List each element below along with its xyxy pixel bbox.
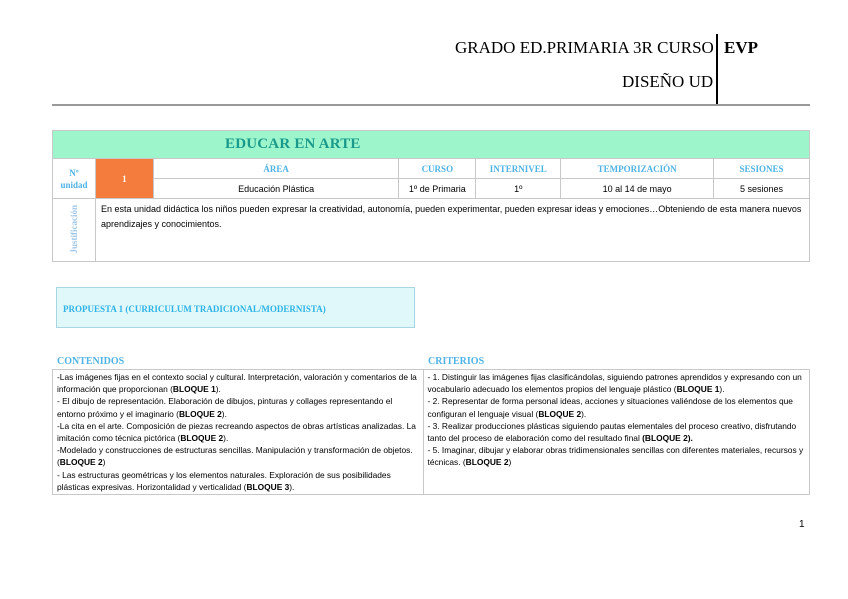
criterio-item: - 3. Realizar producciones plásticas siguiendo pautas elementales del proceso creativo, disfrutando tanto del proceso de elaboración como del resultado final (BLOQUE 2). [427,420,797,444]
justification-text: En esta unidad didáctica los niños pueden expresar la creatividad, autonomía, pueden experimentar, pueden expresar ideas y emociones…Obteniendo de esta manera nuevos aprendizajes y conocimientos. [95,199,809,262]
contenido-item: -Las imágenes fijas en el contexto social y cultural. Interpretación, valoración y comentarios de la información que proporcionan (BLOQUE 1). [57,372,417,395]
propuesta-title: PROPUESTA 1 (CURRICULUM TRADICIONAL/MODERNISTA) [63,304,326,314]
criterios-cell [423,370,810,495]
document-subtitle: DISEÑO UD [622,72,714,91]
value-area: Educación Plástica [153,179,399,199]
unit-number-label [53,159,96,199]
unit-number-label-line2: unidad [60,179,88,190]
contenido-item: - El dibujo de representación. Elaboración de dibujos, pinturas y collages representando el entorno próximo y el imaginario (BLOQUE 2). [57,396,393,419]
justification-label-cell [53,199,96,262]
value-internivel: 1º [476,179,561,199]
contenido-item: -Modelado y construcciones de estructuras sencillas. Manipulación y transformación de objetos. (BLOQUE 2) [57,445,413,468]
contenido-item: - Las estructuras geométricas y los elementos naturales. Exploración de sus posibilidades plásticas expresivas. Horizontalidad y verticalidad (BLOQUE 3). [57,469,391,492]
header-sesiones: SESIONES [714,159,810,179]
header-curso: CURSO [399,159,476,179]
contenidos-heading: CONTENIDOS [57,356,125,367]
header-temporizacion: TEMPORIZACIÓN [561,159,714,179]
propuesta-box [56,287,415,328]
unit-number-label-line1: Nº [69,167,79,178]
justification-label: Justificación [68,204,79,254]
criterio-item: - 2. Representar de forma personal ideas, acciones y situaciones valiéndose de los elementos que configuran el lenguaje visual (BLOQUE 2). [427,396,793,419]
page-number: 1 [799,519,805,530]
contenidos-cell [53,370,424,495]
criterio-item: - 5. Imaginar, dibujar y elaborar obras tridimensionales sencillas con diferentes materiales, recursos y técnicas. (BLOQUE 2) [427,445,804,468]
unit-title: EDUCAR EN ARTE [225,136,361,152]
header-internivel: INTERNIVEL [476,159,561,179]
criterios-heading: CRITERIOS [428,356,485,367]
contenido-item: -La cita en el arte. Composición de piezas recreando aspectos de obras artísticas analizadas. La imitación como técnica pictórica (BLOQUE 2). [57,420,416,444]
value-sesiones: 5 sesiones [714,179,810,199]
unit-table [52,130,810,262]
value-curso: 1º de Primaria [399,179,476,199]
document-code: EVP [724,38,758,57]
header-divider [716,34,718,105]
unit-number: 1 [95,159,153,199]
header-rule [52,104,810,106]
unit-banner [53,131,810,159]
value-temporizacion: 10 al 14 de mayo [561,179,714,199]
header-area: ÁREA [153,159,399,179]
document-title: GRADO ED.PRIMARIA 3R CURSO [455,38,714,57]
criterio-item: - 1. Distinguir las imágenes fijas clasificándolas, siguiendo patrones aprendidos y expresando con un vocabulario adecuado los elementos propios del lenguaje plástico (BLOQUE 1). [427,372,802,395]
content-criteria-table [52,369,810,495]
